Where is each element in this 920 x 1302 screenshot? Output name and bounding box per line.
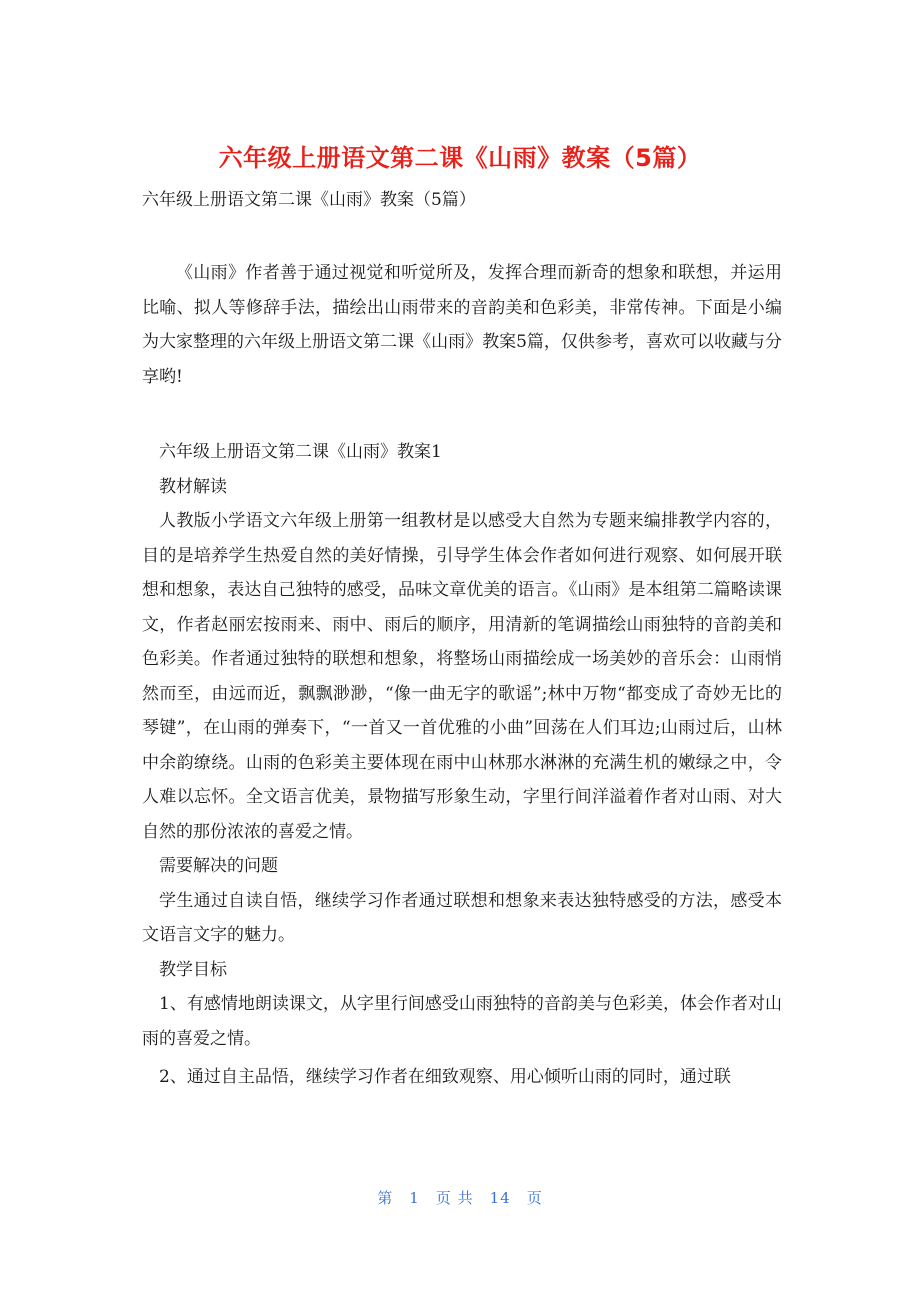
goal-item-2: 2、通过自主品悟，继续学习作者在细致观察、用心倾听山雨的同时，通过联 [159, 1067, 731, 1087]
intro-paragraph: 《山雨》作者善于通过视觉和听觉所及，发挥合理而新奇的想象和联想，并运用比喻、拟人等修辞手法，描绘出山雨带来的音韵美和色彩美，非常传神。下面是小编为大家整理的六年级上册语文第二课《山雨》教案5篇，仅供参考，喜欢可以收藏与分享哟! [142, 263, 782, 387]
lesson-heading: 六年级上册语文第二课《山雨》教案1 [159, 442, 442, 462]
goal-item-1: 1、有感情地朗读课文，从字里行间感受山雨独特的音韵美与色彩美，体会作者对山雨的喜爱之情。 [142, 994, 782, 1049]
section-title-goals: 教学目标 [159, 959, 227, 980]
section-title-textbook: 教材解读 [159, 476, 227, 497]
page-title: 六年级上册语文第二课《山雨》教案（5篇） [218, 144, 702, 172]
page-footer [0, 1186, 920, 1210]
document-subtitle: 六年级上册语文第二课《山雨》教案（5篇） [142, 190, 476, 210]
section-body-textbook: 人教版小学语文六年级上册第一组教材是以感受大自然为专题来编排教学内容的，目的是培养学生热爱自然的美好情操，引导学生体会作者如何进行观察、如何展开联想和想象，表达自己独特的感受，品味文章优美的语言。《山雨》是本组第二篇略读课文，作者赵丽宏按雨来、雨中、雨后的顺序，用清新的笔调描绘山雨独特的音韵美和色彩美。作者通过独特的联想和想象，将整场山雨描绘成一场美妙的音乐会：山雨悄然而至，由远而近，飘飘渺渺，“像一曲无字的歌谣”;林中万物“都变成了奇妙无比的琴键”，在山雨的弹奏下，“一首又一首优雅的小曲”回荡在人们耳边;山雨过后，山林中余韵缭绕。山雨的色彩美主要体现在雨中山林那水淋淋的充满生机的嫩绿之中，令人难以忘怀。全文语言优美，景物描写形象生动，字里行间洋溢着作者对山雨、对大自然的那份浓浓的喜爱之情。 [142, 511, 782, 842]
footer-label-ye: 页 [526, 1189, 543, 1207]
section-body-problems: 学生通过自读自悟，继续学习作者通过联想和想象来表达独特感受的方法，感受本文语言文字的魅力。 [142, 890, 782, 945]
lesson-1-content [142, 435, 782, 1095]
section-title-problems: 需要解决的问题 [159, 856, 278, 876]
footer-total-pages: 14 [489, 1189, 511, 1207]
footer-label-ye-gong: 页 共 [435, 1189, 474, 1207]
footer-current-page: 1 [409, 1189, 420, 1207]
footer-label-di: 第 [377, 1189, 394, 1207]
